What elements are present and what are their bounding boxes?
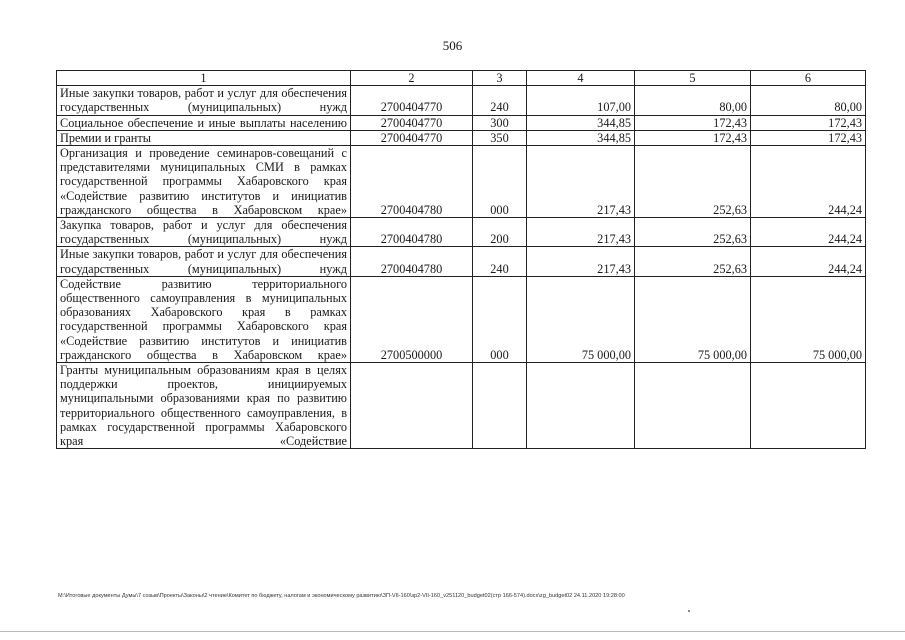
row-expense-type: 350: [473, 130, 527, 145]
table-row: [57, 86, 866, 115]
scan-dot: [688, 610, 690, 612]
row-description: Гранты муниципальным образованиям края в целях поддержки проектов, инициируемых муниципальными образованиями края по развитию территориального общественного самоуправления, в рамках государственной программы Хабаровского края «Содействие: [57, 363, 351, 449]
row-amount-year1: 75 000,00: [527, 276, 635, 362]
column-header: 3: [473, 71, 527, 86]
row-expense-type: 240: [473, 86, 527, 115]
row-target-code: 2700404770: [351, 115, 473, 130]
table-row: [57, 218, 866, 247]
row-description: Иные закупки товаров, работ и услуг для обеспечения государственных (муниципальных) нужд: [57, 86, 351, 115]
row-amount-year1: 217,43: [527, 247, 635, 276]
row-expense-type: 000: [473, 276, 527, 362]
row-amount-year3: [751, 363, 866, 449]
row-target-code: 2700404770: [351, 86, 473, 115]
row-amount-year1: [527, 363, 635, 449]
row-amount-year2: 252,63: [635, 247, 751, 276]
row-description: Содействие развитию территориального общественного самоуправления в муниципальных образованиях Хабаровского края в рамках государственной программы Хабаровского края «Содействие развитию институтов и инициатив гражданского общества в Хабаровском крае»: [57, 276, 351, 362]
table-row: [57, 146, 866, 218]
footer-file-path: M:\Итоговые документы Думы\7 созыв\Проекты\Законы\2 чтение\Комитет по бюджету, налогам и экономическому развитию\ЗП-VII-160\зр2-VII-160_v251120_budget02(стр 166-574).docx\zg_budget02 24.11.2020 19:28:00: [58, 593, 625, 599]
row-amount-year1: 107,00: [527, 86, 635, 115]
column-header: 1: [57, 71, 351, 86]
page-bottom-divider: [0, 631, 905, 632]
row-description: Иные закупки товаров, работ и услуг для обеспечения государственных (муниципальных) нужд: [57, 247, 351, 276]
row-amount-year3: 172,43: [751, 115, 866, 130]
budget-table: [56, 70, 866, 449]
row-target-code: 2700404770: [351, 130, 473, 145]
table-header-row: [57, 71, 866, 86]
row-target-code: 2700500000: [351, 276, 473, 362]
row-target-code: 2700404780: [351, 146, 473, 218]
row-amount-year2: [635, 363, 751, 449]
table-row: [57, 115, 866, 130]
row-description: Закупка товаров, работ и услуг для обеспечения государственных (муниципальных) нужд: [57, 218, 351, 247]
row-description: Организация и проведение семинаров-совещаний с представителями муниципальных СМИ в рамках государственной программы Хабаровского края «Содействие развитию институтов и инициатив гражданского общества в Хабаровском крае»: [57, 146, 351, 218]
column-header: 5: [635, 71, 751, 86]
row-expense-type: [473, 363, 527, 449]
row-description: Премии и гранты: [57, 130, 351, 145]
row-amount-year2: 80,00: [635, 86, 751, 115]
table-row: [57, 247, 866, 276]
column-header: 4: [527, 71, 635, 86]
row-target-code: [351, 363, 473, 449]
column-header: 2: [351, 71, 473, 86]
row-target-code: 2700404780: [351, 247, 473, 276]
row-amount-year1: 217,43: [527, 218, 635, 247]
row-amount-year2: 252,63: [635, 146, 751, 218]
row-amount-year3: 172,43: [751, 130, 866, 145]
table-row: [57, 363, 866, 449]
row-amount-year3: 244,24: [751, 218, 866, 247]
row-amount-year1: 344,85: [527, 130, 635, 145]
column-header: 6: [751, 71, 866, 86]
row-amount-year1: 344,85: [527, 115, 635, 130]
row-expense-type: 200: [473, 218, 527, 247]
table-row: [57, 276, 866, 362]
row-amount-year2: 252,63: [635, 218, 751, 247]
row-description: Социальное обеспечение и иные выплаты населению: [57, 115, 351, 130]
row-amount-year1: 217,43: [527, 146, 635, 218]
row-expense-type: 240: [473, 247, 527, 276]
row-amount-year3: 244,24: [751, 247, 866, 276]
row-amount-year2: 172,43: [635, 115, 751, 130]
row-amount-year2: 75 000,00: [635, 276, 751, 362]
row-expense-type: 000: [473, 146, 527, 218]
row-expense-type: 300: [473, 115, 527, 130]
row-amount-year3: 75 000,00: [751, 276, 866, 362]
row-target-code: 2700404780: [351, 218, 473, 247]
row-amount-year2: 172,43: [635, 130, 751, 145]
row-amount-year3: 80,00: [751, 86, 866, 115]
page-number: 506: [442, 38, 463, 53]
table-row: [57, 130, 866, 145]
row-amount-year3: 244,24: [751, 146, 866, 218]
